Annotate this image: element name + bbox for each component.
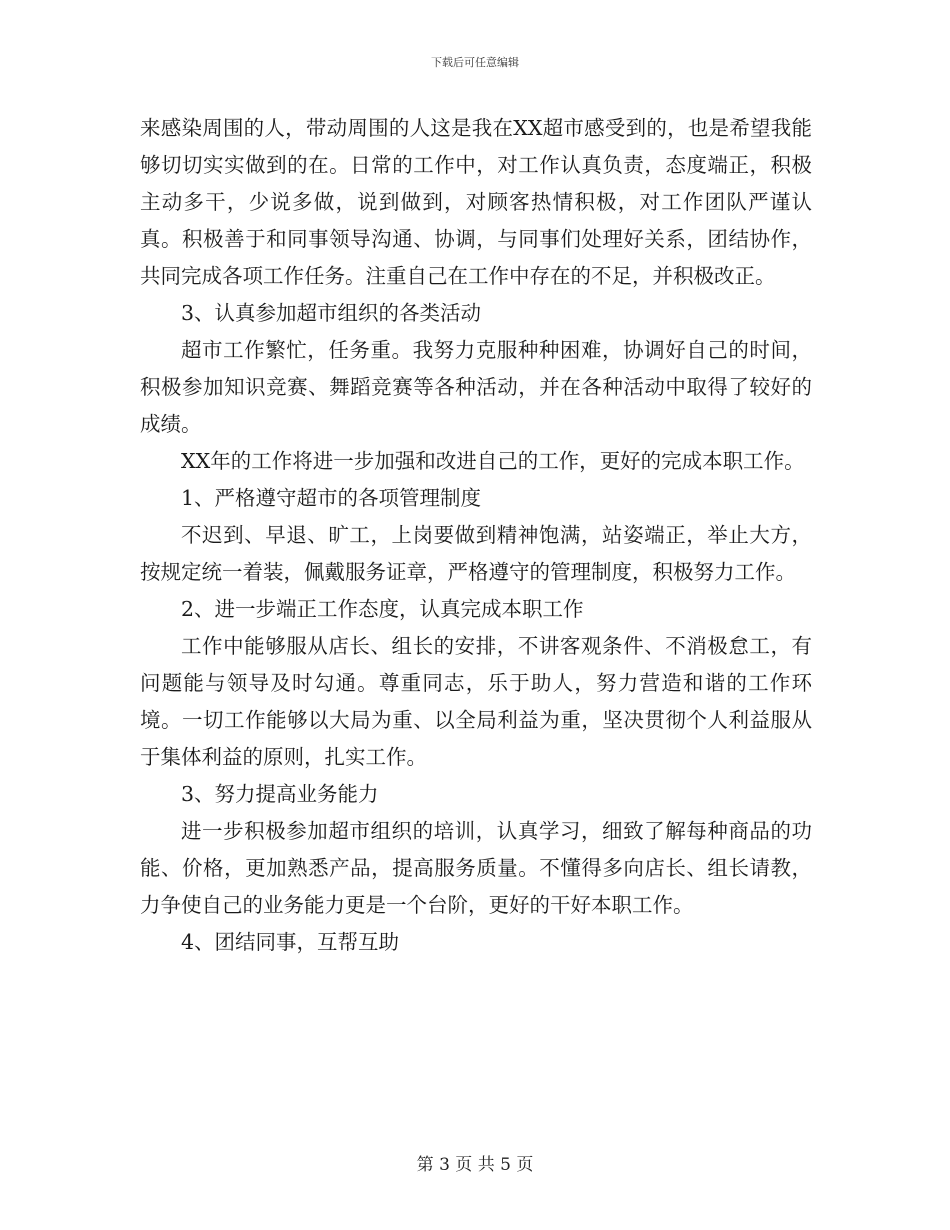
paragraph-2: 3、认真参加超市组织的各类活动 [181,301,482,325]
paragraph-6: 不迟到、早退、旷工，上岗要做到精神饱满，站姿端正，举止大方，按规定统一着装，佩戴服务证章，严格遵守的管理制度，积极努力工作。 [140,523,812,584]
paragraph-1: 来感染周围的人，带动周围的人这是我在XX超市感受到的，也是希望我能够切切实实做到的在。日常的工作中，对工作认真负责，态度端正，积极主动多干，少说多做，说到做到，对顾客热情积极，对工作团队严谨认真。积极善于和同事领导沟通、协调，与同事们处理好关系，团结协作，共同完成各项工作任务。注重自己在工作中存在的不足，并积极改正。 [140,116,812,288]
page-header: 下载后可任意编辑 [431,56,519,69]
page-number: 第 3 页 共 5 页 [416,1155,534,1175]
paragraph-11: 4、团结同事，互帮互助 [181,930,400,954]
document-body [140,110,812,961]
paragraph-8: 工作中能够服从店长、组长的安排，不讲客观条件、不消极怠工，有问题能与领导及时勾通。尊重同志，乐于助人，努力营造和谐的工作环境。一切工作能够以大局为重、以全局利益为重，坚决贯彻个人利益服从于集体利益的原则，扎实工作。 [140,634,812,769]
paragraph-9: 3、努力提高业务能力 [181,782,379,806]
paragraph-5: 1、严格遵守超市的各项管理制度 [181,486,482,510]
paragraph-3: 超市工作繁忙，任务重。我努力克服种种困难，协调好自己的时间，积极参加知识竞赛、舞蹈竞赛等各种活动，并在各种活动中取得了较好的成绩。 [140,338,812,436]
paragraph-4: XX年的工作将进一步加强和改进自己的工作，更好的完成本职工作。 [181,449,805,473]
paragraph-10: 进一步积极参加超市组织的培训，认真学习，细致了解每种商品的功能、价格，更加熟悉产品，提高服务质量。不懂得多向店长、组长请教，力争使自己的业务能力更是一个台阶，更好的干好本职工作。 [140,819,812,917]
paragraph-7: 2、进一步端正工作态度，认真完成本职工作 [181,597,584,621]
